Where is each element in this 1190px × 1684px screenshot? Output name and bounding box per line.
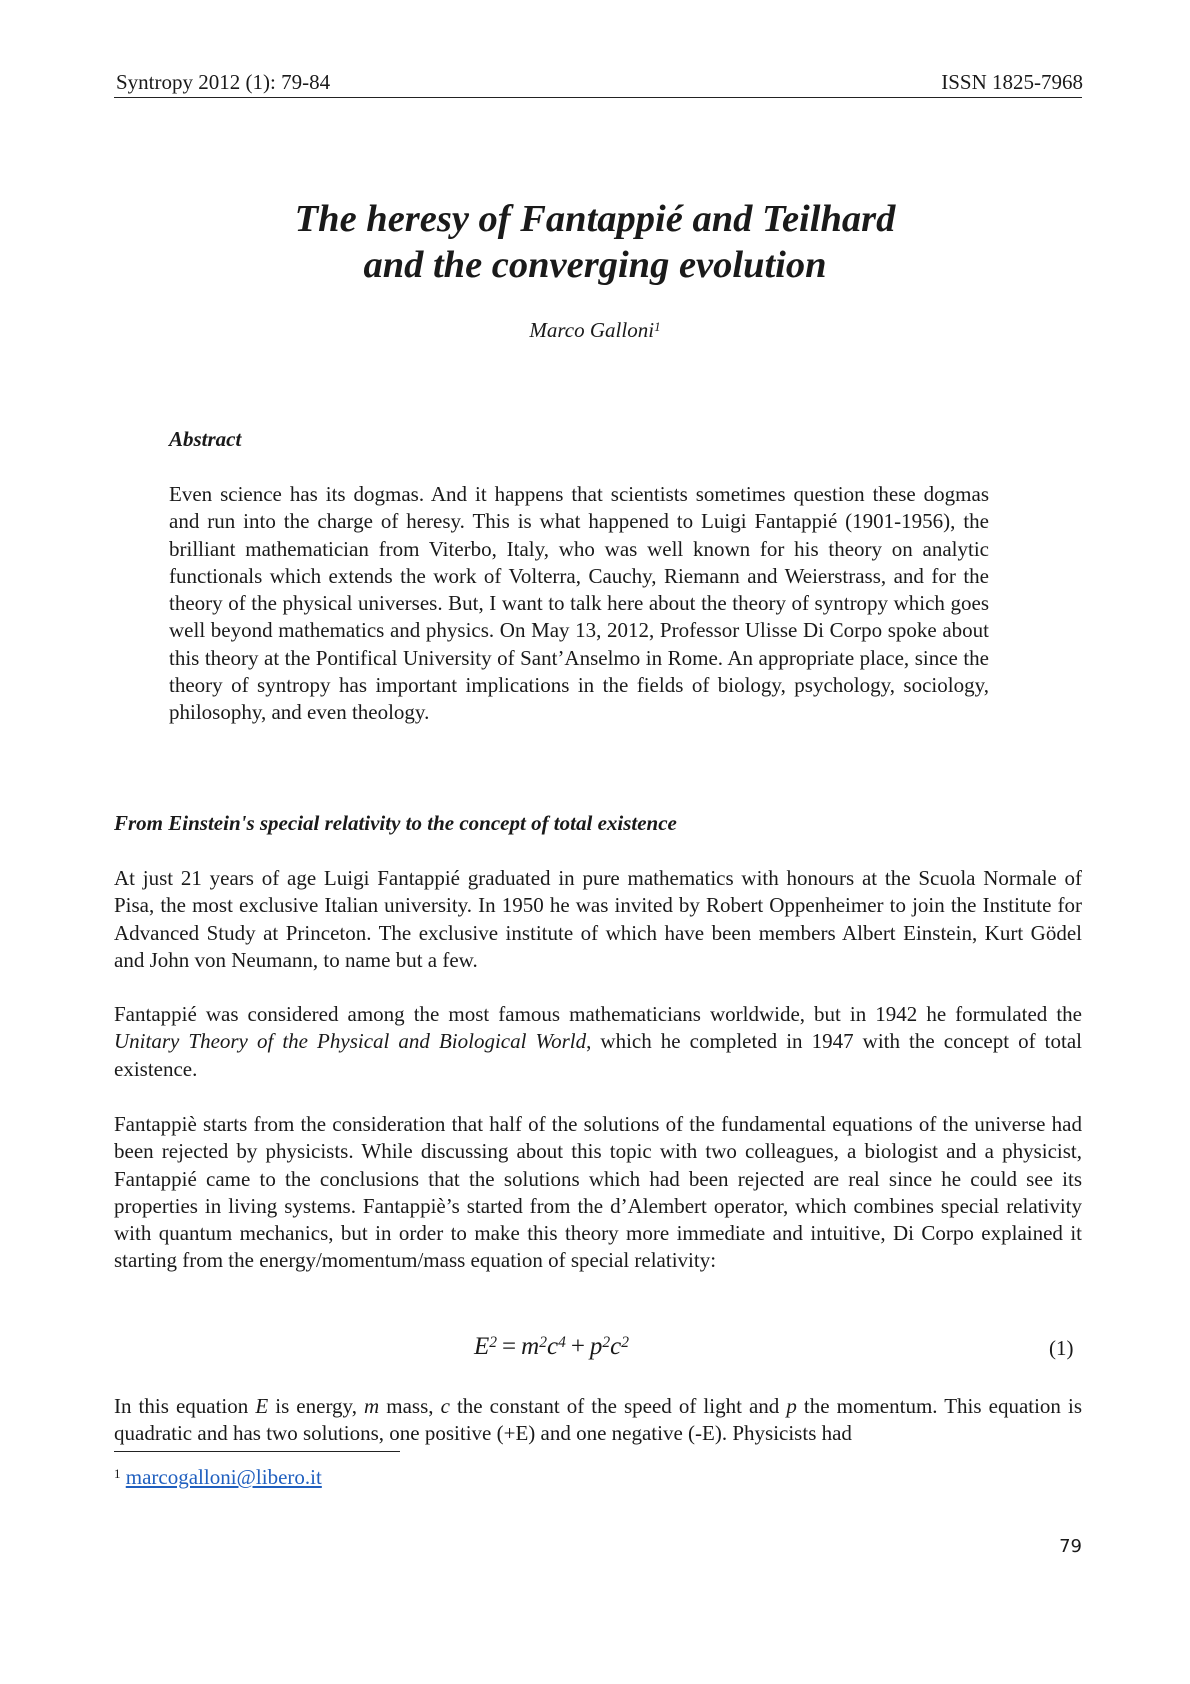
paragraph-2-text-b: , which he completed in 1947 with the concept of total existence. bbox=[114, 1029, 1083, 1081]
title-line-1: The heresy of Fantappié and Teilhard bbox=[294, 198, 896, 240]
eq-c2: c bbox=[610, 1333, 622, 1360]
abstract-heading: Abstract bbox=[169, 427, 242, 451]
paragraph-1: At just 21 years of age Luigi Fantappié graduated in pure mathematics with honours at the Scuola Normale of Pisa, the most exclusive Italian university. In 1950 he was invited by Robert Oppenheimer to join the Institute for Advanced Study at Princeton. The exclusive institute of which have been members Albert Einstein, Kurt Gödel and John von Neumann, to name but a few. bbox=[114, 866, 1082, 972]
author-name: Marco Galloni bbox=[529, 318, 655, 342]
paragraph-3: Fantappiè starts from the consideration that half of the solutions of the fundamental equations of the universe had been rejected by physicists. While discussing about this topic with two colleagues, a biologist and a physicist, Fantappié came to the conclusions that the solutions which had been rejected are real since he could see its properties in living systems. Fantappiè’s started from the d’Alembert operator, which combines special relativity with quantum mechanics, but in order to make this theory more immediate and intuitive, Di Corpo explained it starting from the energy/momentum/mass equation of special relativity: bbox=[114, 1112, 1082, 1273]
p4-var-c: c bbox=[440, 1394, 450, 1418]
author-footnote-mark: 1 bbox=[654, 319, 661, 335]
eq-p-exp: 2 bbox=[602, 1334, 611, 1352]
eq-c1-exp: 4 bbox=[558, 1334, 566, 1352]
issn: ISSN 1825-7968 bbox=[941, 70, 1083, 94]
footnote-divider bbox=[114, 1451, 400, 1452]
paragraph-2-text-a: Fantappié was considered among the most famous mathematicians worldwide, but in 1942 he formulated the bbox=[114, 1002, 1082, 1026]
journal-citation: Syntropy 2012 (1): 79-84 bbox=[116, 70, 331, 94]
p4-text-a: In this equation bbox=[114, 1394, 256, 1418]
equation-number: (1) bbox=[1049, 1336, 1074, 1360]
abstract-text: Even science has its dogmas. And it happens that scientists sometimes question these dogmas and run into the charge of heresy. This is what happened to Luigi Fantappié (1901-1956), the brilliant mathematician from Viterbo, Italy, who was well known for his theory on analytic functionals which extends the work of Volterra, Cauchy, Riemann and Weierstrass, and for the theory of the physical universes. But, I want to talk here about the theory of syntropy which goes well beyond mathematics and physics. On May 13, 2012, Professor Ulisse Di Corpo spoke about this theory at the Pontifical University of Sant’Anselmo in Rome. An appropriate place, since the theory of syntropy has important implications in the fields of biology, psychology, sociology, philosophy, and even theology. bbox=[169, 482, 989, 725]
author bbox=[0, 318, 1190, 343]
p4-var-E: E bbox=[255, 1394, 269, 1418]
eq-equals: = bbox=[502, 1333, 517, 1360]
p4-var-p: p bbox=[786, 1394, 797, 1418]
eq-E-exp: 2 bbox=[489, 1334, 498, 1352]
eq-c1: c bbox=[546, 1333, 559, 1360]
equation-1 bbox=[474, 1333, 629, 1361]
p4-text-c: mass, bbox=[379, 1394, 441, 1418]
footnote-mark: 1 bbox=[114, 1466, 121, 1482]
p4-text-d: the constant of the speed of light and bbox=[449, 1394, 787, 1418]
author-email-link[interactable]: marcogalloni@libero.it bbox=[125, 1465, 322, 1489]
paper-title bbox=[0, 196, 1190, 288]
paragraph-2-book-title: Unitary Theory of the Physical and Biological World bbox=[114, 1029, 587, 1054]
p4-var-m: m bbox=[364, 1394, 380, 1418]
footnote bbox=[114, 1465, 322, 1490]
paragraph-4 bbox=[114, 1393, 1082, 1448]
eq-c2-exp: 2 bbox=[621, 1334, 630, 1352]
paragraph-2 bbox=[114, 1001, 1082, 1083]
p4-text-b: is energy, bbox=[268, 1394, 365, 1418]
eq-m: m bbox=[521, 1333, 540, 1360]
section-heading: From Einstein's special relativity to the concept of total existence bbox=[114, 811, 677, 835]
page-number: 79 bbox=[1059, 1536, 1082, 1557]
p4-text-e: the momentum. This equation is quadratic and has two solutions, one positive (+E) and one negative (-E). Physicists had bbox=[114, 1394, 1083, 1446]
eq-m-exp: 2 bbox=[539, 1334, 547, 1352]
eq-p: p bbox=[589, 1333, 603, 1360]
title-line-2: and the converging evolution bbox=[363, 244, 827, 286]
header-divider bbox=[114, 97, 1082, 98]
eq-E: E bbox=[474, 1333, 490, 1360]
eq-plus: + bbox=[570, 1333, 585, 1360]
